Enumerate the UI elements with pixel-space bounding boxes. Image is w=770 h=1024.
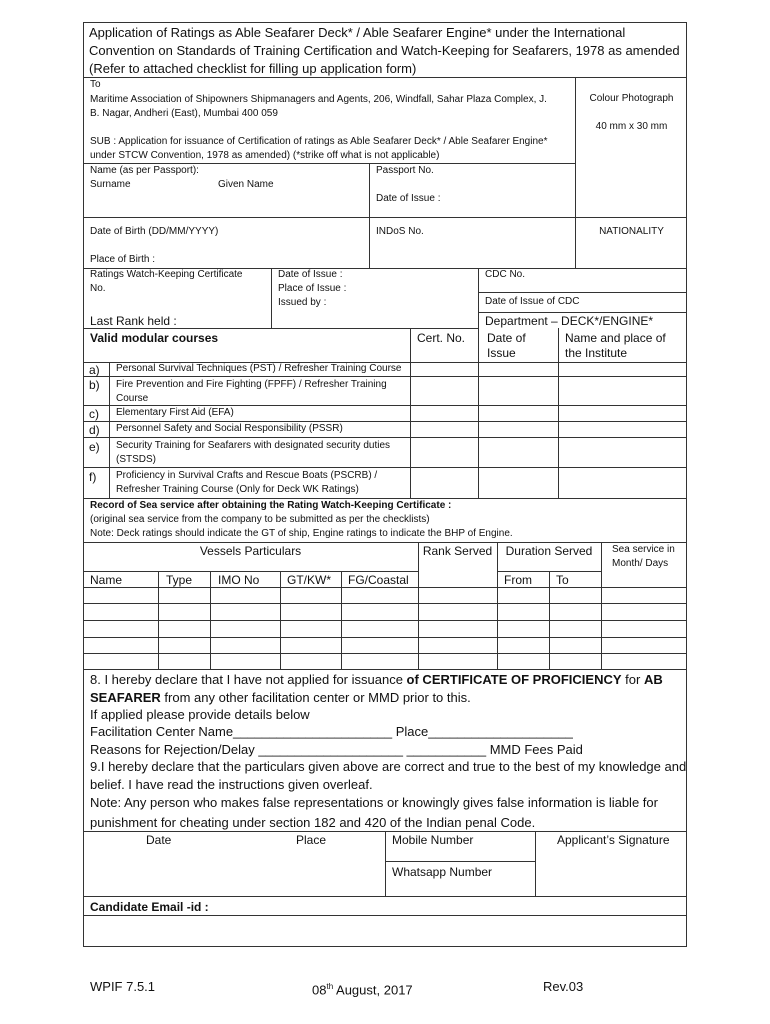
- place-of-birth-label: Place of Birth :: [90, 254, 156, 265]
- declaration-text-1b: of CERTIFICATE OF PROFICIENCY: [406, 672, 622, 687]
- passport-date-issue-label: Date of Issue :: [376, 193, 441, 204]
- col-imo: IMO No: [218, 573, 260, 587]
- place-field-label: Place: [296, 833, 327, 847]
- course-e-label-1: Security Training for Seafarers with designated security duties: [116, 440, 391, 451]
- form-date-rest: August, 2017: [333, 982, 413, 998]
- declaration-text-1c: for: [621, 672, 644, 687]
- given-name-label: Given Name: [218, 179, 274, 190]
- vessels-header: Vessels Particulars: [199, 544, 302, 558]
- rejection-reason-line[interactable]: Reasons for Rejection/Delay ____________________ ___________ MMD Fees Paid: [90, 742, 583, 757]
- to-label: To: [90, 79, 101, 90]
- course-key-f: f): [89, 470, 97, 484]
- col-name: Name: [90, 573, 123, 587]
- surname-label: Surname: [90, 179, 131, 190]
- course-key-d: d): [89, 423, 100, 437]
- header-line-2: Convention on Standards of Training Certification and Watch-Keeping for Seafarers, 1978 as amended: [89, 43, 680, 58]
- date-field-label: Date: [146, 833, 172, 847]
- course-b-label-1: Fire Prevention and Fire Fighting (FPFF) / Refresher Training: [116, 379, 387, 390]
- col-type: Type: [166, 573, 193, 587]
- course-f-label-2: Refresher Training Course (Only for Deck WK Ratings): [116, 484, 359, 495]
- courses-heading: Valid modular courses: [90, 331, 219, 345]
- declaration-line-9: punishment for cheating under section 182 and 420 of the Indian penal Code.: [90, 815, 536, 830]
- rank-served-header: Rank Served: [422, 544, 493, 558]
- declaration-line-1: [90, 671, 663, 689]
- cert-no-header: Cert. No.: [417, 331, 466, 345]
- form-date-suffix: th: [326, 982, 334, 991]
- cert-place-issue-label: Place of Issue :: [278, 283, 347, 294]
- date-issue-header-2: Issue: [487, 346, 516, 360]
- course-key-c: c): [89, 407, 99, 421]
- course-key-a: a): [89, 363, 100, 377]
- last-rank-label: Last Rank held :: [90, 314, 177, 328]
- candidate-email-label: Candidate Email -id :: [90, 900, 209, 914]
- address-line-2: B. Nagar, Andheri (East), Mumbai 400 059: [90, 108, 278, 119]
- course-c-label: Elementary First Aid (EFA): [116, 407, 234, 418]
- revision-number: Rev.03: [543, 979, 584, 994]
- indos-label: INDoS No.: [376, 226, 424, 237]
- col-gt-kw: GT/KW*: [287, 573, 331, 587]
- date-issue-header-1: Date of: [487, 331, 526, 345]
- course-a-label: Personal Survival Techniques (PST) / Refresher Training Course: [116, 363, 402, 374]
- declaration-line-7: belief. I have read the instructions given overleaf.: [90, 777, 373, 792]
- sea-service-note-1: (original sea service from the company to be submitted as per the checklists): [90, 514, 430, 525]
- col-to: To: [556, 573, 569, 587]
- form-number: WPIF 7.5.1: [90, 979, 156, 994]
- col-from: From: [504, 573, 532, 587]
- sea-service-note-2: Note: Deck ratings should indicate the GT of ship, Engine ratings to indicate the BHP of Engine.: [90, 528, 513, 539]
- dob-label: Date of Birth (DD/MM/YYYY): [90, 226, 219, 237]
- course-key-b: b): [89, 378, 100, 392]
- declaration-line-2: [90, 689, 471, 707]
- photo-size: 40 mm x 30 mm: [595, 121, 668, 132]
- declaration-text-2a: SEAFARER: [90, 690, 161, 705]
- cert-date-issue-label: Date of Issue :: [278, 269, 343, 280]
- whatsapp-number-label: Whatsapp Number: [392, 865, 493, 879]
- nationality-label: NATIONALITY: [599, 226, 664, 237]
- sea-service-months-header-1: Sea service in: [612, 544, 675, 555]
- cdc-no-label: CDC No.: [485, 269, 526, 280]
- course-f-label-1: Proficiency in Survival Crafts and Rescue Boats (PSCRB) /: [116, 470, 378, 481]
- address-line-1: Maritime Association of Shipowners Shipmanagers and Agents, 206, Windfall, Sahar Plaza Complex, J.: [90, 94, 547, 105]
- department-label: Department – DECK*/ENGINE*: [485, 314, 654, 328]
- duration-header: Duration Served: [505, 544, 593, 558]
- sea-service-title: Record of Sea service after obtaining the Rating Watch-Keeping Certificate :: [90, 500, 452, 511]
- form-date: [312, 978, 413, 999]
- ratings-cert-label-2: No.: [90, 283, 106, 294]
- header-line-1: Application of Ratings as Able Seafarer Deck* / Able Seafarer Engine* under the International: [89, 25, 626, 40]
- declaration-text-1a: 8. I hereby declare that I have not applied for issuance: [90, 672, 407, 687]
- col-fg-coastal: FG/Coastal: [348, 573, 409, 587]
- cdc-date-issue-label: Date of Issue of CDC: [485, 296, 580, 307]
- course-b-label-2: Course: [116, 393, 149, 404]
- name-passport-label: Name (as per Passport):: [90, 165, 199, 176]
- course-d-label: Personnel Safety and Social Responsibility (PSSR): [116, 423, 343, 434]
- mobile-number-label: Mobile Number: [392, 833, 474, 847]
- institute-header-2: the Institute: [565, 346, 628, 360]
- course-e-label-2: (STSDS): [116, 454, 156, 465]
- ratings-cert-label-1: Ratings Watch-Keeping Certificate: [90, 269, 243, 280]
- institute-header-1: Name and place of: [565, 331, 666, 345]
- subject-line-1: SUB : Application for issuance of Certification of ratings as Able Seafarer Deck* / Able Seafarer Engine*: [90, 136, 548, 147]
- header-line-3: (Refer to attached checklist for filling up application form): [89, 61, 417, 76]
- passport-no-label: Passport No.: [376, 165, 434, 176]
- photo-label: Colour Photograph: [589, 93, 674, 104]
- facilitation-center-line[interactable]: Facilitation Center Name______________________ Place____________________: [90, 724, 573, 739]
- subject-line-2: under STCW Convention, 1978 as amended) (*strike off what is not applicable): [90, 150, 440, 161]
- applicant-signature-label: Applicant’s Signature: [557, 833, 670, 847]
- declaration-line-6: 9.I hereby declare that the particulars given above are correct and true to the best of my knowledge and: [90, 759, 687, 774]
- declaration-text-1d: AB: [643, 672, 663, 687]
- form-date-day: 08: [312, 982, 327, 998]
- sea-service-months-header-2: Month/ Days: [612, 558, 669, 569]
- declaration-text-2b: from any other facilitation center or MMD prior to this.: [160, 690, 471, 705]
- cert-issued-by-label: Issued by :: [278, 297, 327, 308]
- declaration-line-8: Note: Any person who makes false representations or knowingly gives false information is liable for: [90, 795, 658, 810]
- declaration-line-3: If applied please provide details below: [90, 707, 310, 722]
- course-key-e: e): [89, 440, 100, 454]
